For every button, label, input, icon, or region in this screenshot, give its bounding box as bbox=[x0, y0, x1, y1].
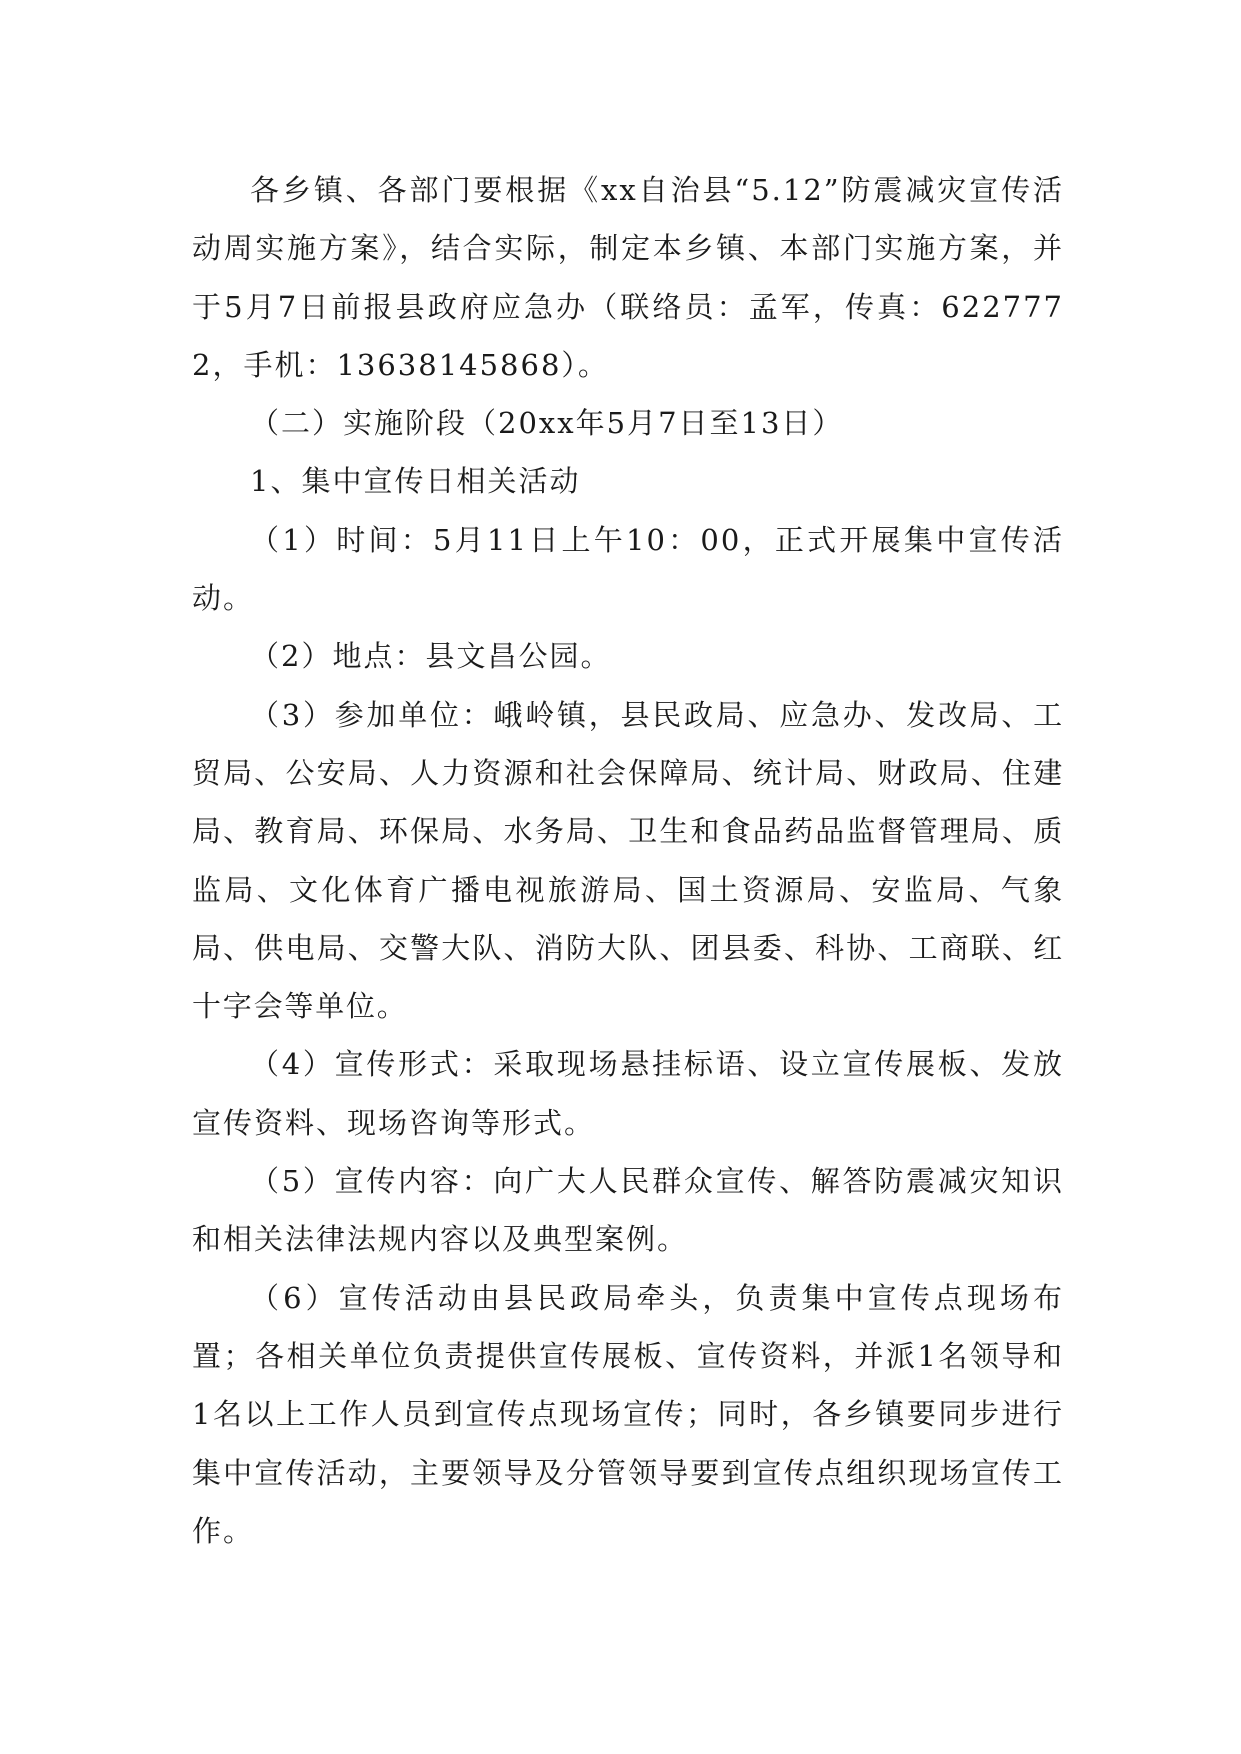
document-body bbox=[192, 161, 1064, 1560]
item-publicity-form: （4）宣传形式：采取现场悬挂标语、设立宣传展板、发放宣传资料、现场咨询等形式。 bbox=[192, 1047, 1064, 1140]
item-time: （1）时间：5月11日上午10：00，正式开展集中宣传活动。 bbox=[192, 522, 1064, 616]
paragraph-submission-notice: 各乡镇、各部门要根据《xx自治县“5.12”防震减灾宣传活动周实施方案》，结合实际，制定本乡镇、本部门实施方案，并于5月7日前报县政府应急办（联络员：孟军，传真：6227772，手机：13638145868）。 bbox=[192, 173, 1064, 382]
section-heading-implementation-stage: （二）实施阶段（20xx年5月7日至13日） bbox=[250, 406, 844, 441]
item-organization: （6）宣传活动由县民政局牵头，负责集中宣传点现场布置；各相关单位负责提供宣传展板、宣传资料，并派1名领导和1名以上工作人员到宣传点现场宣传；同时，各乡镇要同步进行集中宣传活动，主要领导及分管领导要到宣传点组织现场宣传工作。 bbox=[192, 1280, 1064, 1548]
item-location: （2）地点：县文昌公园。 bbox=[250, 639, 612, 674]
item-publicity-content: （5）宣传内容：向广大人民群众宣传、解答防震减灾知识和相关法律法规内容以及典型案例。 bbox=[192, 1164, 1064, 1257]
item-participating-units: （3）参加单位：峨岭镇，县民政局、应急办、发改局、工贸局、公安局、人力资源和社会保障局、统计局、财政局、住建局、教育局、环保局、水务局、卫生和食品药品监督管理局、质监局、文化体育广播电视旅游局、国土资源局、安监局、气象局、供电局、交警大队、消防大队、团县委、科协、工商联、红十字会等单位。 bbox=[192, 697, 1064, 1024]
subheading-concentrated-publicity-day: 1、集中宣传日相关活动 bbox=[250, 464, 581, 499]
